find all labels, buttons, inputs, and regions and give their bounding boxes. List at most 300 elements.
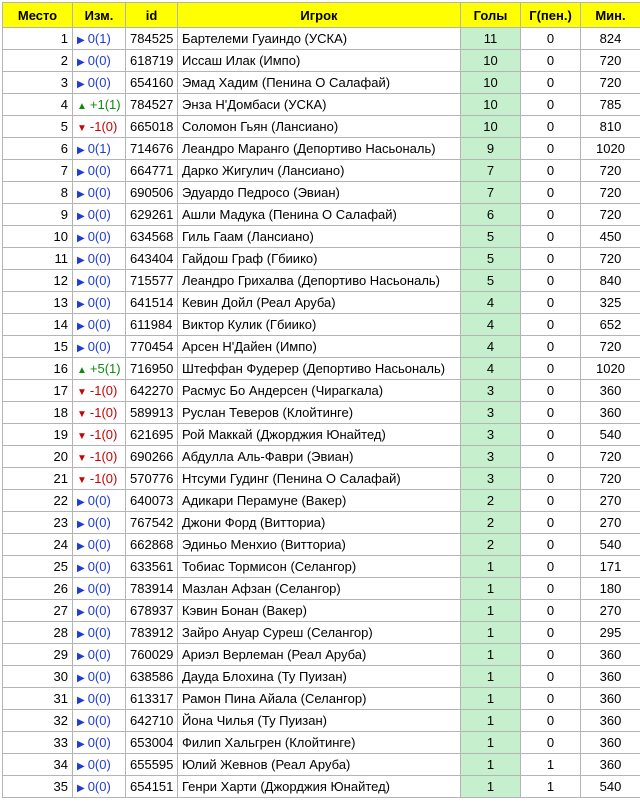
minutes-cell: 652 xyxy=(581,314,640,336)
player-id-cell: 642710 xyxy=(126,710,178,732)
change-value: -1(0) xyxy=(90,471,117,486)
scorers-table xyxy=(2,2,640,798)
header-id[interactable]: id xyxy=(126,3,178,28)
rank-cell: 3 xyxy=(3,72,73,94)
change-value: 0(0) xyxy=(88,75,111,90)
player-name-cell: Филип Хальгрен (Клойтинге) xyxy=(178,732,461,754)
penalty-goals-cell: 0 xyxy=(521,182,581,204)
change-cell xyxy=(73,226,126,248)
table-row[interactable] xyxy=(3,292,640,314)
player-id-cell: 629261 xyxy=(126,204,178,226)
penalty-goals-cell: 0 xyxy=(521,666,581,688)
arrow-right-icon: ▶ xyxy=(77,497,85,508)
penalty-goals-cell: 0 xyxy=(521,688,581,710)
penalty-goals-cell: 0 xyxy=(521,336,581,358)
change-value: +1(1) xyxy=(90,97,121,112)
goals-cell: 7 xyxy=(461,160,521,182)
player-id-cell: 642270 xyxy=(126,380,178,402)
minutes-cell: 171 xyxy=(581,556,640,578)
table-row[interactable] xyxy=(3,578,640,600)
penalty-goals-cell: 0 xyxy=(521,512,581,534)
player-name-cell: Ашли Мадука (Пенина О Салафай) xyxy=(178,204,461,226)
change-cell xyxy=(73,666,126,688)
table-row[interactable] xyxy=(3,666,640,688)
change-cell xyxy=(73,446,126,468)
change-value: 0(0) xyxy=(88,779,111,794)
change-cell xyxy=(73,204,126,226)
table-row[interactable] xyxy=(3,644,640,666)
minutes-cell: 540 xyxy=(581,776,640,798)
arrow-right-icon: ▶ xyxy=(77,563,85,574)
minutes-cell: 720 xyxy=(581,446,640,468)
penalty-goals-cell: 0 xyxy=(521,314,581,336)
change-cell xyxy=(73,138,126,160)
change-cell xyxy=(73,490,126,512)
minutes-cell: 295 xyxy=(581,622,640,644)
player-name-cell: Иссаш Илак (Импо) xyxy=(178,50,461,72)
player-id-cell: 767542 xyxy=(126,512,178,534)
minutes-cell: 360 xyxy=(581,732,640,754)
table-row[interactable] xyxy=(3,534,640,556)
player-id-cell: 664771 xyxy=(126,160,178,182)
rank-cell: 34 xyxy=(3,754,73,776)
rank-cell: 29 xyxy=(3,644,73,666)
player-id-cell: 613317 xyxy=(126,688,178,710)
minutes-cell: 720 xyxy=(581,160,640,182)
goals-cell: 2 xyxy=(461,534,521,556)
arrow-right-icon: ▶ xyxy=(77,189,85,200)
player-name-cell: Дарко Жигулич (Лансиано) xyxy=(178,160,461,182)
player-name-cell: Ариэл Верлеман (Реал Аруба) xyxy=(178,644,461,666)
player-name-cell: Расмус Бо Андерсен (Чирагкала) xyxy=(178,380,461,402)
arrow-up-icon: ▲ xyxy=(77,365,87,376)
rank-cell: 18 xyxy=(3,402,73,424)
player-id-cell: 690266 xyxy=(126,446,178,468)
penalty-goals-cell: 0 xyxy=(521,578,581,600)
minutes-cell: 720 xyxy=(581,468,640,490)
table-row[interactable] xyxy=(3,380,640,402)
table-row[interactable] xyxy=(3,776,640,798)
change-value: -1(0) xyxy=(90,449,117,464)
rank-cell: 12 xyxy=(3,270,73,292)
goals-cell: 3 xyxy=(461,446,521,468)
player-name-cell: Виктор Кулик (Гбиико) xyxy=(178,314,461,336)
player-id-cell: 638586 xyxy=(126,666,178,688)
player-name-cell: Руслан Теверов (Клойтинге) xyxy=(178,402,461,424)
penalty-goals-cell: 0 xyxy=(521,248,581,270)
goals-cell: 3 xyxy=(461,380,521,402)
goals-cell: 6 xyxy=(461,204,521,226)
goals-cell: 10 xyxy=(461,50,521,72)
arrow-right-icon: ▶ xyxy=(77,673,85,684)
table-row[interactable] xyxy=(3,138,640,160)
penalty-goals-cell: 0 xyxy=(521,732,581,754)
change-value: 0(0) xyxy=(88,185,111,200)
player-id-cell: 783914 xyxy=(126,578,178,600)
change-value: 0(1) xyxy=(88,141,111,156)
arrow-right-icon: ▶ xyxy=(77,57,85,68)
table-row[interactable] xyxy=(3,732,640,754)
arrow-right-icon: ▶ xyxy=(77,343,85,354)
rank-cell: 20 xyxy=(3,446,73,468)
arrow-right-icon: ▶ xyxy=(77,585,85,596)
change-value: 0(0) xyxy=(88,735,111,750)
player-id-cell: 618719 xyxy=(126,50,178,72)
goals-cell: 2 xyxy=(461,490,521,512)
player-id-cell: 653004 xyxy=(126,732,178,754)
change-value: 0(0) xyxy=(88,207,111,222)
change-cell xyxy=(73,424,126,446)
player-name-cell: Гайдош Граф (Гбиико) xyxy=(178,248,461,270)
player-name-cell: Рамон Пина Айала (Селангор) xyxy=(178,688,461,710)
rank-cell: 14 xyxy=(3,314,73,336)
arrow-down-icon: ▼ xyxy=(77,123,87,134)
rank-cell: 13 xyxy=(3,292,73,314)
player-name-cell: Йона Чилья (Ту Пуизан) xyxy=(178,710,461,732)
player-id-cell: 783912 xyxy=(126,622,178,644)
minutes-cell: 270 xyxy=(581,600,640,622)
change-cell xyxy=(73,160,126,182)
minutes-cell: 360 xyxy=(581,402,640,424)
penalty-goals-cell: 0 xyxy=(521,50,581,72)
minutes-cell: 840 xyxy=(581,270,640,292)
player-name-cell: Мазлан Афзан (Селангор) xyxy=(178,578,461,600)
minutes-cell: 180 xyxy=(581,578,640,600)
player-name-cell: Тобиас Тормисон (Селангор) xyxy=(178,556,461,578)
penalty-goals-cell: 0 xyxy=(521,556,581,578)
goals-cell: 9 xyxy=(461,138,521,160)
rank-cell: 23 xyxy=(3,512,73,534)
rank-cell: 24 xyxy=(3,534,73,556)
minutes-cell: 720 xyxy=(581,72,640,94)
rank-cell: 1 xyxy=(3,28,73,50)
rank-cell: 8 xyxy=(3,182,73,204)
player-id-cell: 621695 xyxy=(126,424,178,446)
table-row[interactable] xyxy=(3,402,640,424)
minutes-cell: 360 xyxy=(581,710,640,732)
goals-cell: 7 xyxy=(461,182,521,204)
player-name-cell: Эмад Хадим (Пенина О Салафай) xyxy=(178,72,461,94)
change-cell xyxy=(73,688,126,710)
minutes-cell: 1020 xyxy=(581,138,640,160)
table-row[interactable] xyxy=(3,50,640,72)
table-row[interactable] xyxy=(3,424,640,446)
arrow-right-icon: ▶ xyxy=(77,277,85,288)
change-value: 0(0) xyxy=(88,559,111,574)
player-id-cell: 716950 xyxy=(126,358,178,380)
penalty-goals-cell: 0 xyxy=(521,644,581,666)
change-cell xyxy=(73,358,126,380)
player-id-cell: 634568 xyxy=(126,226,178,248)
change-value: 0(0) xyxy=(88,757,111,772)
player-id-cell: 784527 xyxy=(126,94,178,116)
penalty-goals-cell: 0 xyxy=(521,534,581,556)
minutes-cell: 540 xyxy=(581,534,640,556)
goals-cell: 10 xyxy=(461,72,521,94)
player-id-cell: 784525 xyxy=(126,28,178,50)
arrow-right-icon: ▶ xyxy=(77,145,85,156)
player-id-cell: 643404 xyxy=(126,248,178,270)
player-id-cell: 633561 xyxy=(126,556,178,578)
minutes-cell: 810 xyxy=(581,116,640,138)
minutes-cell: 720 xyxy=(581,336,640,358)
change-cell xyxy=(73,402,126,424)
player-id-cell: 770454 xyxy=(126,336,178,358)
arrow-right-icon: ▶ xyxy=(77,321,85,332)
penalty-goals-cell: 0 xyxy=(521,358,581,380)
change-value: 0(0) xyxy=(88,581,111,596)
change-value: 0(0) xyxy=(88,647,111,662)
player-id-cell: 589913 xyxy=(126,402,178,424)
goals-cell: 1 xyxy=(461,600,521,622)
table-row[interactable] xyxy=(3,688,640,710)
table-row[interactable] xyxy=(3,512,640,534)
table-row[interactable] xyxy=(3,556,640,578)
player-id-cell: 715577 xyxy=(126,270,178,292)
change-cell xyxy=(73,776,126,798)
arrow-right-icon: ▶ xyxy=(77,541,85,552)
table-row[interactable] xyxy=(3,446,640,468)
table-row[interactable] xyxy=(3,600,640,622)
change-cell xyxy=(73,534,126,556)
change-value: 0(0) xyxy=(88,691,111,706)
goals-cell: 4 xyxy=(461,292,521,314)
table-row[interactable] xyxy=(3,116,640,138)
penalty-goals-cell: 1 xyxy=(521,776,581,798)
penalty-goals-cell: 1 xyxy=(521,754,581,776)
rank-cell: 17 xyxy=(3,380,73,402)
change-cell xyxy=(73,578,126,600)
change-cell xyxy=(73,732,126,754)
table-row[interactable] xyxy=(3,336,640,358)
change-value: 0(0) xyxy=(88,229,111,244)
goals-cell: 3 xyxy=(461,424,521,446)
minutes-cell: 360 xyxy=(581,380,640,402)
arrow-right-icon: ▶ xyxy=(77,299,85,310)
player-name-cell: Абдулла Аль-Фаври (Эвиан) xyxy=(178,446,461,468)
penalty-goals-cell: 0 xyxy=(521,380,581,402)
table-row[interactable] xyxy=(3,710,640,732)
arrow-right-icon: ▶ xyxy=(77,233,85,244)
goals-cell: 1 xyxy=(461,776,521,798)
goals-cell: 10 xyxy=(461,94,521,116)
change-cell xyxy=(73,380,126,402)
arrow-up-icon: ▲ xyxy=(77,101,87,112)
goals-cell: 1 xyxy=(461,622,521,644)
header-minutes[interactable]: Мин. xyxy=(581,3,640,28)
penalty-goals-cell: 0 xyxy=(521,116,581,138)
change-value: 0(0) xyxy=(88,625,111,640)
table-row[interactable] xyxy=(3,490,640,512)
minutes-cell: 360 xyxy=(581,754,640,776)
change-cell xyxy=(73,468,126,490)
player-name-cell: Эдиньо Менхио (Витториа) xyxy=(178,534,461,556)
rank-cell: 22 xyxy=(3,490,73,512)
arrow-right-icon: ▶ xyxy=(77,651,85,662)
table-row[interactable] xyxy=(3,468,640,490)
player-id-cell: 690506 xyxy=(126,182,178,204)
change-cell xyxy=(73,248,126,270)
player-name-cell: Дауда Блохина (Ту Пуизан) xyxy=(178,666,461,688)
rank-cell: 10 xyxy=(3,226,73,248)
change-cell xyxy=(73,94,126,116)
player-name-cell: Джони Форд (Витториа) xyxy=(178,512,461,534)
player-name-cell: Юлий Жевнов (Реал Аруба) xyxy=(178,754,461,776)
table-row[interactable] xyxy=(3,248,640,270)
player-name-cell: Леандро Маранго (Депортиво Насьональ) xyxy=(178,138,461,160)
header-row xyxy=(3,3,640,28)
table-row[interactable] xyxy=(3,28,640,50)
change-value: 0(0) xyxy=(88,493,111,508)
change-cell xyxy=(73,710,126,732)
minutes-cell: 540 xyxy=(581,424,640,446)
goals-cell: 1 xyxy=(461,754,521,776)
change-value: 0(0) xyxy=(88,669,111,684)
penalty-goals-cell: 0 xyxy=(521,292,581,314)
table-row[interactable] xyxy=(3,226,640,248)
change-cell xyxy=(73,644,126,666)
change-value: 0(0) xyxy=(88,53,111,68)
arrow-down-icon: ▼ xyxy=(77,431,87,442)
table-row[interactable] xyxy=(3,182,640,204)
penalty-goals-cell: 0 xyxy=(521,28,581,50)
table-row[interactable] xyxy=(3,160,640,182)
player-name-cell: Кевин Дойл (Реал Аруба) xyxy=(178,292,461,314)
minutes-cell: 824 xyxy=(581,28,640,50)
change-cell xyxy=(73,556,126,578)
arrow-right-icon: ▶ xyxy=(77,761,85,772)
change-cell xyxy=(73,28,126,50)
header-goals[interactable]: Голы xyxy=(461,3,521,28)
table-row[interactable] xyxy=(3,204,640,226)
goals-cell: 5 xyxy=(461,226,521,248)
arrow-right-icon: ▶ xyxy=(77,255,85,266)
arrow-right-icon: ▶ xyxy=(77,167,85,178)
arrow-right-icon: ▶ xyxy=(77,519,85,530)
change-cell xyxy=(73,622,126,644)
header-change[interactable]: Изм. xyxy=(73,3,126,28)
player-id-cell: 641514 xyxy=(126,292,178,314)
arrow-right-icon: ▶ xyxy=(77,35,85,46)
rank-cell: 32 xyxy=(3,710,73,732)
minutes-cell: 450 xyxy=(581,226,640,248)
change-cell xyxy=(73,754,126,776)
rank-cell: 4 xyxy=(3,94,73,116)
arrow-right-icon: ▶ xyxy=(77,79,85,90)
goals-cell: 1 xyxy=(461,710,521,732)
rank-cell: 7 xyxy=(3,160,73,182)
rank-cell: 28 xyxy=(3,622,73,644)
player-id-cell: 714676 xyxy=(126,138,178,160)
goals-cell: 1 xyxy=(461,578,521,600)
minutes-cell: 360 xyxy=(581,688,640,710)
minutes-cell: 270 xyxy=(581,490,640,512)
change-value: 0(0) xyxy=(88,163,111,178)
goals-cell: 2 xyxy=(461,512,521,534)
minutes-cell: 785 xyxy=(581,94,640,116)
player-name-cell: Гиль Гаам (Лансиано) xyxy=(178,226,461,248)
penalty-goals-cell: 0 xyxy=(521,94,581,116)
arrow-down-icon: ▼ xyxy=(77,387,87,398)
table-row[interactable] xyxy=(3,358,640,380)
penalty-goals-cell: 0 xyxy=(521,204,581,226)
arrow-right-icon: ▶ xyxy=(77,607,85,618)
change-value: 0(1) xyxy=(88,31,111,46)
change-value: 0(0) xyxy=(88,317,111,332)
goals-cell: 5 xyxy=(461,248,521,270)
table-row[interactable] xyxy=(3,314,640,336)
player-name-cell: Эдуардо Педросо (Эвиан) xyxy=(178,182,461,204)
table-row[interactable] xyxy=(3,72,640,94)
goals-cell: 1 xyxy=(461,688,521,710)
penalty-goals-cell: 0 xyxy=(521,446,581,468)
arrow-right-icon: ▶ xyxy=(77,211,85,222)
rank-cell: 30 xyxy=(3,666,73,688)
goals-cell: 1 xyxy=(461,644,521,666)
goals-cell: 4 xyxy=(461,314,521,336)
rank-cell: 26 xyxy=(3,578,73,600)
rank-cell: 35 xyxy=(3,776,73,798)
minutes-cell: 360 xyxy=(581,644,640,666)
player-name-cell: Кэвин Бонан (Вакер) xyxy=(178,600,461,622)
penalty-goals-cell: 0 xyxy=(521,160,581,182)
rank-cell: 19 xyxy=(3,424,73,446)
header-player[interactable]: Игрок xyxy=(178,3,461,28)
change-cell xyxy=(73,270,126,292)
change-cell xyxy=(73,512,126,534)
header-rank[interactable]: Место xyxy=(3,3,73,28)
penalty-goals-cell: 0 xyxy=(521,424,581,446)
player-name-cell: Соломон Гьян (Лансиано) xyxy=(178,116,461,138)
arrow-right-icon: ▶ xyxy=(77,739,85,750)
minutes-cell: 325 xyxy=(581,292,640,314)
table-row[interactable] xyxy=(3,270,640,292)
arrow-right-icon: ▶ xyxy=(77,695,85,706)
player-name-cell: Рой Маккай (Джорджия Юнайтед) xyxy=(178,424,461,446)
rank-cell: 16 xyxy=(3,358,73,380)
player-name-cell: Штеффан Фудерер (Депортиво Насьональ) xyxy=(178,358,461,380)
table-row[interactable] xyxy=(3,94,640,116)
change-value: 0(0) xyxy=(88,603,111,618)
minutes-cell: 720 xyxy=(581,182,640,204)
change-cell xyxy=(73,182,126,204)
table-row[interactable] xyxy=(3,754,640,776)
change-value: -1(0) xyxy=(90,119,117,134)
minutes-cell: 360 xyxy=(581,666,640,688)
player-name-cell: Леандро Грихалва (Депортиво Насьональ) xyxy=(178,270,461,292)
player-id-cell: 678937 xyxy=(126,600,178,622)
penalty-goals-cell: 0 xyxy=(521,468,581,490)
change-cell xyxy=(73,50,126,72)
rank-cell: 27 xyxy=(3,600,73,622)
header-penalty-goals[interactable]: Г(пен.) xyxy=(521,3,581,28)
rank-cell: 5 xyxy=(3,116,73,138)
goals-cell: 4 xyxy=(461,336,521,358)
change-value: 0(0) xyxy=(88,251,111,266)
table-row[interactable] xyxy=(3,622,640,644)
change-cell xyxy=(73,314,126,336)
player-name-cell: Адикари Перамуне (Вакер) xyxy=(178,490,461,512)
change-value: 0(0) xyxy=(88,273,111,288)
rank-cell: 9 xyxy=(3,204,73,226)
goals-cell: 11 xyxy=(461,28,521,50)
goals-cell: 3 xyxy=(461,402,521,424)
change-value: 0(0) xyxy=(88,515,111,530)
penalty-goals-cell: 0 xyxy=(521,490,581,512)
penalty-goals-cell: 0 xyxy=(521,138,581,160)
change-value: 0(0) xyxy=(88,713,111,728)
penalty-goals-cell: 0 xyxy=(521,72,581,94)
